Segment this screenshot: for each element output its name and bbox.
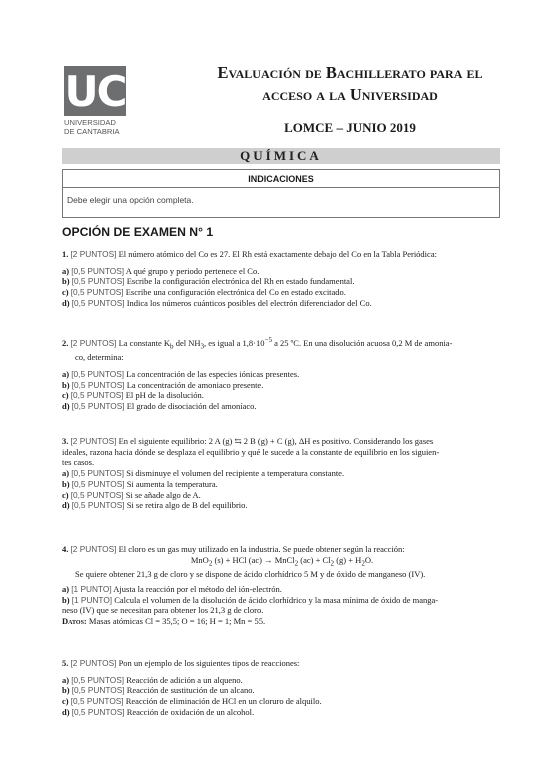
q4-item-b: b) [1 PUNTO] Calcula el volumen de la disolución de ácido clorhídrico y la masa mínima de óxido de manga- [62,594,439,605]
question-2 [62,335,502,412]
q3-number: 3. [62,436,69,446]
exam-session: LOMCE – JUNIO 2019 [284,120,416,135]
exam-title-line-2: acceso a la Universidad [262,85,438,104]
exam-title [200,62,500,106]
question-4 [62,544,502,627]
q3-text: En el siguiente equilibrio: 2 A (g) ⇆ 2 B (g) + C (g), ΔH es positivo. Considerando los gases [118,436,434,446]
q1-number: 1. [62,249,69,259]
exam-title-line-1: Evaluación de Bachillerato para el [217,63,483,82]
q3-item-d: d) [0,5 PUNTOS] Si se retira algo de B del equilibrio. [62,500,248,511]
q4-points: [2 PUNTOS] [70,544,117,554]
university-logo [64,66,128,136]
q4-number: 4. [62,544,69,554]
logo-letters: UC [64,67,126,116]
q2-item-a: a) [0,5 PUNTOS] La concentración de las especies iónicas presentes. [62,368,300,379]
q4-item-a: a) [1 PUNTO] Ajusta la reacción por el método del ión-electrón. [62,583,282,594]
logo-line-2: DE CANTABRIA [64,126,120,136]
q4-reaction: MnO$_2$ (s) + HCl (ac) → MnCl$_2$ $(ac) + Cl_2$ $(g) + H_2O$. [190,554,374,568]
q4-datos-text: Masas atómicas Cl = 35,5; O = 16; H = 1; Mn = 55. [88,615,266,626]
q4-item-b-cont: neso (IV) que se necesitan para obtener los 21,3 g de cloro. [62,605,264,616]
q1-text: El número atómico del Co es 27. El Rh está exactamente debajo del Co en la Tabla Periódica: [118,249,437,259]
q5-text: Pon un ejemplo de los siguientes tipos de reacciones: [118,658,300,668]
q3-text-line-2: ideales, razona hacia dónde se desplaza el equilibrio y qué le sucede a la constante de equilibrio en los siguien- [62,446,440,457]
q2-item-d: d) [0,5 PUNTOS] El grado de disociación del amoníaco. [62,401,257,412]
logo-line-1: UNIVERSIDAD [64,118,116,127]
subject-bar: QUÍMICA [62,148,500,164]
q5-number: 5. [62,658,69,668]
indicaciones-divider [63,187,499,188]
q2-number: 2. [62,337,69,348]
q5-item-d: d) [0,5 PUNTOS] Reacción de oxidación de un alcohol. [62,706,255,717]
indicaciones-title: INDICACIONES [248,174,314,184]
q3-item-a: a) [0,5 PUNTOS] Si disminuye el volumen del recipiente a temperatura constante. [62,468,345,479]
q3-points: [2 PUNTOS] [70,436,117,446]
equilibrium-arrow-icon: ⇆ [234,436,242,446]
indicaciones-text: Debe elegir una opción completa. [67,195,194,205]
q1-item-c: c) [0,5 PUNTOS] Escribe una configuración electrónica del Co en estado excitado. [62,287,346,298]
q3-item-b: b) [0,5 PUNTOS] Si aumenta la temperatura. [62,478,218,489]
logo-block [64,66,126,116]
q3-text-line-3: tes casos. [62,457,95,468]
q2-text: La constante $K_b$ del $NH_3$, es igual a $1,8\cdot 10^{-5}$ a 25 ºC. En una disolución acuosa 0,2 M de amonia- [118,336,453,351]
q5-item-c: c) [0,5 PUNTOS] Reacción de eliminación de HCl en un cloruro de alquilo. [62,696,322,707]
question-1 [62,249,502,309]
q4-datos [62,616,502,627]
q3-item-c: c) [0,5 PUNTOS] Si se añade algo de A. [62,489,201,500]
q2-item-c: c) [0,5 PUNTOS] El pH de la disolución. [62,390,204,401]
q1-item-a: a) [0,5 PUNTOS] A qué grupo y periodo pertenece el Co. [62,265,260,276]
section-title: OPCIÓN DE EXAMEN N° 1 [62,225,214,239]
indicaciones-box [62,169,500,218]
question-5 [62,658,502,718]
q4-text-2: Se quiere obtener 21,3 g de cloro y se dispone de ácido clorhídrico 5 M y de óxido de manganeso (IV). [75,569,426,580]
q2-item-b: b) [0,5 PUNTOS] La concentración de amoniaco presente. [62,379,264,390]
q4-datos-label: Datos: [62,615,87,626]
q1-item-d: d) [0,5 PUNTOS] Indica los números cuánticos posibles del electrón diferenciador del Co. [62,297,372,308]
q1-item-b: b) [0,5 PUNTOS] Escribe la configuración electrónica del Rh en estado fundamental. [62,276,355,287]
q5-points: [2 PUNTOS] [70,658,117,668]
q1-points: [2 PUNTOS] [70,249,117,259]
q2-points: [2 PUNTOS] [70,337,117,348]
q2-text-cont: co, determina: [75,352,124,363]
q5-item-b: b) [0,5 PUNTOS] Reacción de sustitución de un alcano. [62,685,255,696]
q4-text: El cloro es un gas muy utilizado en la industria. Se puede obtener según la reacción: [118,544,405,554]
q5-item-a: a) [0,5 PUNTOS] Reacción de adición a un alqueno. [62,674,243,685]
question-3 [62,436,502,511]
